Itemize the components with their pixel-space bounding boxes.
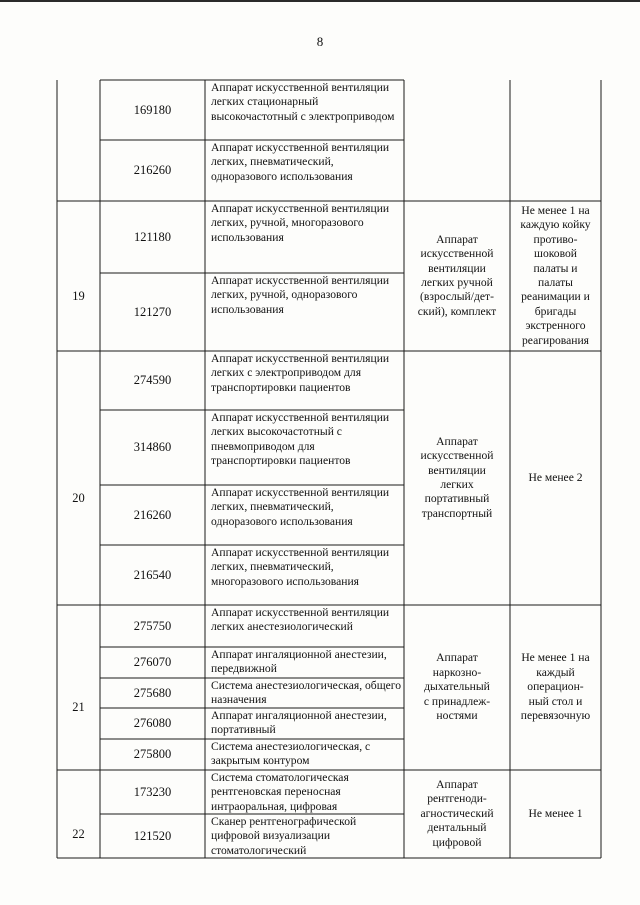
row-number: 20 [72, 490, 85, 505]
equipment-name: Аппарат искусственной вентиляции легких стационарный высокочастотный с электроприводом [211, 81, 395, 123]
equipment-name: Аппарат искусственной вентиляции легких высокочастотный с пневмоприводом для транспортировки пациентов [211, 411, 390, 468]
equipment-code: 121270 [133, 304, 172, 319]
quantity-requirement: Не менее 1 [528, 806, 583, 820]
equipment-name: Система стоматологическая рентгеновская переносная интраоральная, цифровая [211, 771, 349, 813]
page-number: 8 [316, 34, 324, 49]
equipment-name: Аппарат искусственной вентиляции легких анестезиологический [211, 606, 390, 634]
quantity-requirement: Не менее 1 на каждый операцион- ный стол и перевязочную [520, 651, 591, 723]
equipment-name: Аппарат искусственной вентиляции легких, ручной, многоразового использования [211, 202, 390, 244]
row-number: 19 [72, 288, 85, 303]
equipment-code: 169180 [133, 102, 172, 117]
equipment-group-name: Аппарат рентгеноди- агностический дентальный цифровой [420, 777, 494, 849]
equipment-code: 121180 [133, 229, 172, 244]
row-number [57, 120, 100, 201]
equipment-name: Система анестезиологическая, с закрытым контуром [211, 740, 371, 768]
equipment-code: 276080 [133, 716, 172, 731]
quantity-requirement: Не менее 1 на каждую койку противо- шоковой палаты и палаты реанимации и бригады экстренного реагирования [520, 203, 591, 347]
equipment-group-name [404, 80, 510, 201]
equipment-code: 275800 [133, 747, 172, 762]
equipment-name: Аппарат ингаляционной анестезии, передвижной [211, 648, 387, 676]
equipment-code: 274590 [133, 373, 172, 388]
equipment-name: Аппарат искусственной вентиляции легких, пневматический, одноразового использования [211, 141, 390, 183]
equipment-name: Система анестезиологическая, общего назначения [211, 679, 402, 707]
equipment-code: 121520 [133, 828, 172, 843]
row-number: 21 [72, 700, 85, 715]
equipment-code: 216260 [133, 163, 172, 178]
equipment-name: Аппарат ингаляционной анестезии, портативный [211, 709, 387, 737]
equipment-code: 275750 [133, 618, 172, 633]
equipment-code: 216540 [133, 567, 172, 582]
equipment-name: Сканер рентгенографической цифровой визуализации стоматологический [211, 815, 357, 857]
quantity-requirement: Не менее 2 [528, 470, 583, 484]
row-number: 22 [72, 826, 85, 841]
equipment-code: 275680 [133, 685, 172, 700]
quantity-requirement [510, 80, 601, 201]
equipment-name: Аппарат искусственной вентиляции легких, пневматический, одноразового использования [211, 486, 390, 528]
equipment-group-name: Аппарат искусственной вентиляции легких ручной (взрослый/дет- ский), комплект [417, 232, 497, 318]
equipment-name: Аппарат искусственной вентиляции легких, ручной, одноразового использования [211, 274, 390, 316]
equipment-group-name: Аппарат наркозно- дыхательный с принадлеж- ностями [423, 651, 491, 723]
equipment-code: 276070 [133, 655, 172, 670]
equipment-code: 216260 [133, 507, 172, 522]
equipment-group-name: Аппарат искусственной вентиляции легких портативный транспортный [420, 434, 494, 520]
equipment-code: 173230 [133, 784, 172, 799]
equipment-name: Аппарат искусственной вентиляции легких с электроприводом для транспортировки пациентов [211, 352, 390, 394]
equipment-name: Аппарат искусственной вентиляции легких, пневматический, многоразового использования [211, 546, 390, 588]
equipment-code: 314860 [133, 440, 172, 455]
